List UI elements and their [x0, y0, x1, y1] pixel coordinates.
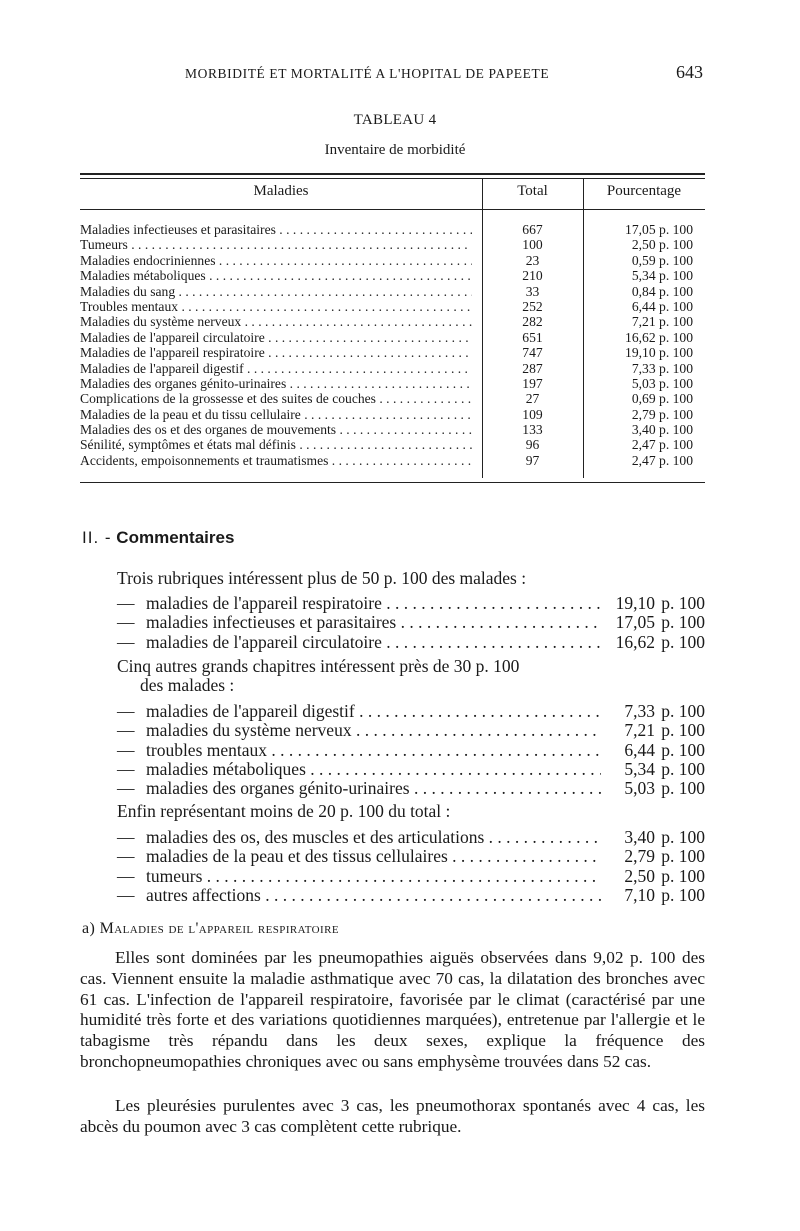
row-total: 33: [525, 283, 540, 299]
list-item: [117, 779, 707, 798]
row-label: Maladies métaboliques . . .: [80, 268, 472, 283]
dash: —: [117, 884, 135, 905]
item-unit: p. 100: [661, 739, 705, 760]
table-row: [80, 437, 705, 452]
row-total: 282: [522, 314, 543, 330]
subsection-title: Maladies de l'appareil respiratoire: [99, 920, 339, 937]
row-total: 23: [525, 252, 540, 268]
dash: —: [117, 758, 135, 779]
item-label: maladies de l'appareil respiratoire . . .: [146, 594, 601, 613]
row-label: Maladies de l'appareil circulatoire . . .: [80, 330, 472, 345]
row-percentage: 7,33 p. 100: [631, 360, 693, 376]
table-row: [80, 376, 705, 391]
row-label: Complications de la grossesse et des suites de couches . . .: [80, 391, 472, 406]
item-value: 2,79: [624, 846, 655, 867]
table-row: [80, 314, 705, 329]
row-total: 100: [522, 237, 543, 253]
row-percentage: 2,50 p. 100: [631, 237, 693, 253]
row-total: 197: [522, 375, 543, 391]
dash: —: [117, 631, 135, 652]
group-intro: Trois rubriques intéressent plus de 50 p. 100 des malades :: [117, 568, 527, 588]
dash: —: [117, 701, 135, 721]
dash: —: [117, 612, 135, 633]
item-unit: p. 100: [661, 631, 705, 652]
list-item: [117, 633, 707, 652]
section-title: Commentaires: [116, 528, 235, 547]
list-item: [117, 741, 707, 760]
row-label: Tumeurs . . .: [80, 237, 472, 252]
item-label: maladies des organes génito-urinaires . . .: [146, 779, 601, 798]
row-total: 651: [522, 329, 543, 345]
item-unit: p. 100: [661, 593, 705, 613]
table-title: TABLEAU 4: [353, 112, 437, 128]
row-label: Maladies des os et des organes de mouvements . . .: [80, 422, 472, 437]
row-total: 27: [525, 391, 540, 407]
row-total: 252: [522, 298, 543, 314]
item-value: 16,62: [615, 631, 655, 652]
row-percentage: 2,47 p. 100: [631, 437, 693, 453]
dash: —: [117, 865, 135, 886]
paragraph: Les pleurésies purulentes avec 3 cas, les pneumothorax spontanés avec 4 cas, les abcès du poumon avec 3 cas complètent cette rubrique.: [80, 1096, 705, 1136]
row-percentage: 16,62 p. 100: [625, 329, 693, 345]
item-unit: p. 100: [661, 865, 705, 886]
dash: —: [117, 720, 135, 741]
item-label: maladies métaboliques . . .: [146, 760, 601, 779]
table-subtitle: Inventaire de morbidité: [324, 142, 466, 158]
table-row: [80, 299, 705, 314]
list-item: [117, 702, 707, 721]
column-header-total: Total: [517, 183, 548, 199]
paragraph: Elles sont dominées par les pneumopathies aiguës observées dans 9,02 p. 100 des cas. Viennent ensuite la maladie asthmatique avec 70 cas, la dilatation des bronches avec 61 cas. L'infection de l'appareil respiratoire, favorisée par le climat (caractérisé par une humidité très forte et des variations quotidiennes marquées), entretenue par l'allergie et le tabagisme très répandu dans les deux sexes, explique la fréquence des bronchopneumopathies chroniques avec ou sans emphysème trouvées dans 52 cas.: [80, 948, 705, 1071]
table-row: [80, 361, 705, 376]
item-label: maladies de la peau et des tissus cellulaires . . .: [146, 847, 601, 866]
list-item: [117, 594, 707, 613]
item-unit: p. 100: [661, 884, 705, 905]
item-label: tumeurs . . .: [146, 867, 601, 886]
table-row: [80, 268, 705, 283]
list-item: [117, 847, 707, 866]
table-row: [80, 345, 705, 360]
section-heading: [82, 528, 234, 548]
item-label: maladies de l'appareil circulatoire . . .: [146, 633, 601, 652]
item-unit: p. 100: [661, 612, 705, 633]
row-total: 133: [522, 422, 543, 438]
group-list: [117, 594, 707, 652]
row-percentage: 2,47 p. 100: [631, 452, 693, 468]
row-label: Accidents, empoisonnements et traumatismes . . .: [80, 453, 472, 468]
table-row: [80, 453, 705, 468]
commentary-group-3: [117, 801, 707, 905]
list-item: [117, 613, 707, 632]
row-percentage: 0,69 p. 100: [631, 391, 693, 407]
row-percentage: 19,10 p. 100: [625, 345, 693, 361]
item-unit: p. 100: [661, 846, 705, 867]
item-unit: p. 100: [661, 720, 705, 741]
list-item: [117, 886, 707, 905]
table-row: [80, 253, 705, 268]
commentary-group-2: [117, 657, 707, 798]
item-value: 7,21: [624, 720, 655, 741]
item-value: 6,44: [624, 739, 655, 760]
row-total: 109: [522, 406, 543, 422]
group-intro: Enfin représentant moins de 20 p. 100 du total :: [117, 801, 451, 821]
item-value: 3,40: [624, 827, 655, 847]
row-label: Maladies du système nerveux . . .: [80, 314, 472, 329]
subsection-heading: [82, 920, 339, 938]
dash: —: [117, 593, 135, 613]
row-percentage: 5,03 p. 100: [631, 375, 693, 391]
item-label: maladies de l'appareil digestif . . .: [146, 702, 601, 721]
group-intro: [117, 657, 707, 695]
row-label: Maladies des organes génito-urinaires . . .: [80, 376, 472, 391]
row-percentage: 7,21 p. 100: [631, 314, 693, 330]
list-item: [117, 828, 707, 847]
row-total: 210: [522, 268, 543, 284]
row-label: Maladies de la peau et du tissu cellulaire . . .: [80, 407, 472, 422]
item-value: 17,05: [615, 612, 655, 633]
running-header: [0, 62, 800, 84]
item-value: 5,03: [624, 778, 655, 799]
header-bottom-rule: [80, 209, 705, 210]
row-percentage: 17,05 p. 100: [625, 222, 693, 237]
table-row: [80, 391, 705, 406]
row-label: Maladies infectieuses et parasitaires . . .: [80, 222, 472, 237]
item-label: troubles mentaux . . .: [146, 741, 601, 760]
table-top-rule: [80, 173, 705, 175]
item-value: 7,10: [624, 884, 655, 905]
subsection-prefix: a): [82, 920, 96, 937]
row-total: 287: [522, 360, 543, 376]
row-label: Troubles mentaux . . .: [80, 299, 472, 314]
item-value: 7,33: [624, 701, 655, 721]
group-intro-line-1: Cinq autres grands chapitres intéressent près de 30 p. 100: [117, 656, 520, 676]
column-header-maladies: Maladies: [253, 183, 309, 199]
row-percentage: 2,79 p. 100: [631, 406, 693, 422]
row-percentage: 0,84 p. 100: [631, 283, 693, 299]
column-header-pourcentage: Pourcentage: [606, 183, 682, 199]
item-unit: p. 100: [661, 758, 705, 779]
row-label: Maladies du sang . . .: [80, 284, 472, 299]
table-top-rule-thin: [80, 178, 705, 179]
morbidity-table: [80, 222, 705, 468]
group-intro-line-2: des malades :: [140, 675, 235, 695]
item-label: autres affections . . .: [146, 886, 601, 905]
row-total: 747: [522, 345, 543, 361]
item-value: 19,10: [615, 593, 655, 613]
page-number: 643: [676, 62, 703, 82]
row-total: 97: [525, 452, 540, 468]
row-label: Maladies endocriniennes . . .: [80, 253, 472, 268]
table-row: [80, 237, 705, 252]
item-label: maladies du système nerveux . . .: [146, 721, 601, 740]
list-item: [117, 760, 707, 779]
table-row: [80, 222, 705, 237]
list-item: [117, 721, 707, 740]
table-row: [80, 407, 705, 422]
section-number: II. -: [82, 528, 112, 547]
group-list: [117, 828, 707, 905]
row-total: 96: [525, 437, 540, 453]
dash: —: [117, 827, 135, 847]
row-percentage: 5,34 p. 100: [631, 268, 693, 284]
item-label: maladies infectieuses et parasitaires . . .: [146, 613, 601, 632]
row-label: Sénilité, symptômes et états mal définis . . .: [80, 437, 472, 452]
item-label: maladies des os, des muscles et des articulations . . .: [146, 828, 601, 847]
dash: —: [117, 778, 135, 799]
dash: —: [117, 846, 135, 867]
table-row: [80, 284, 705, 299]
row-label: Maladies de l'appareil respiratoire . . .: [80, 345, 472, 360]
row-percentage: 0,59 p. 100: [631, 252, 693, 268]
commentary-group-1: [117, 568, 707, 652]
row-percentage: 6,44 p. 100: [631, 298, 693, 314]
running-title: MORBIDITÉ ET MORTALITÉ A L'HOPITAL DE PAPEETE: [185, 66, 550, 81]
table-bottom-rule: [80, 482, 705, 483]
row-percentage: 3,40 p. 100: [631, 422, 693, 438]
dash: —: [117, 739, 135, 760]
row-label: Maladies de l'appareil digestif . . .: [80, 361, 472, 376]
item-value: 2,50: [624, 865, 655, 886]
table-row: [80, 422, 705, 437]
item-unit: p. 100: [661, 827, 705, 847]
table-row: [80, 330, 705, 345]
row-total: 667: [522, 222, 543, 237]
item-value: 5,34: [624, 758, 655, 779]
group-list: [117, 702, 707, 798]
item-unit: p. 100: [661, 701, 705, 721]
item-unit: p. 100: [661, 778, 705, 799]
list-item: [117, 867, 707, 886]
